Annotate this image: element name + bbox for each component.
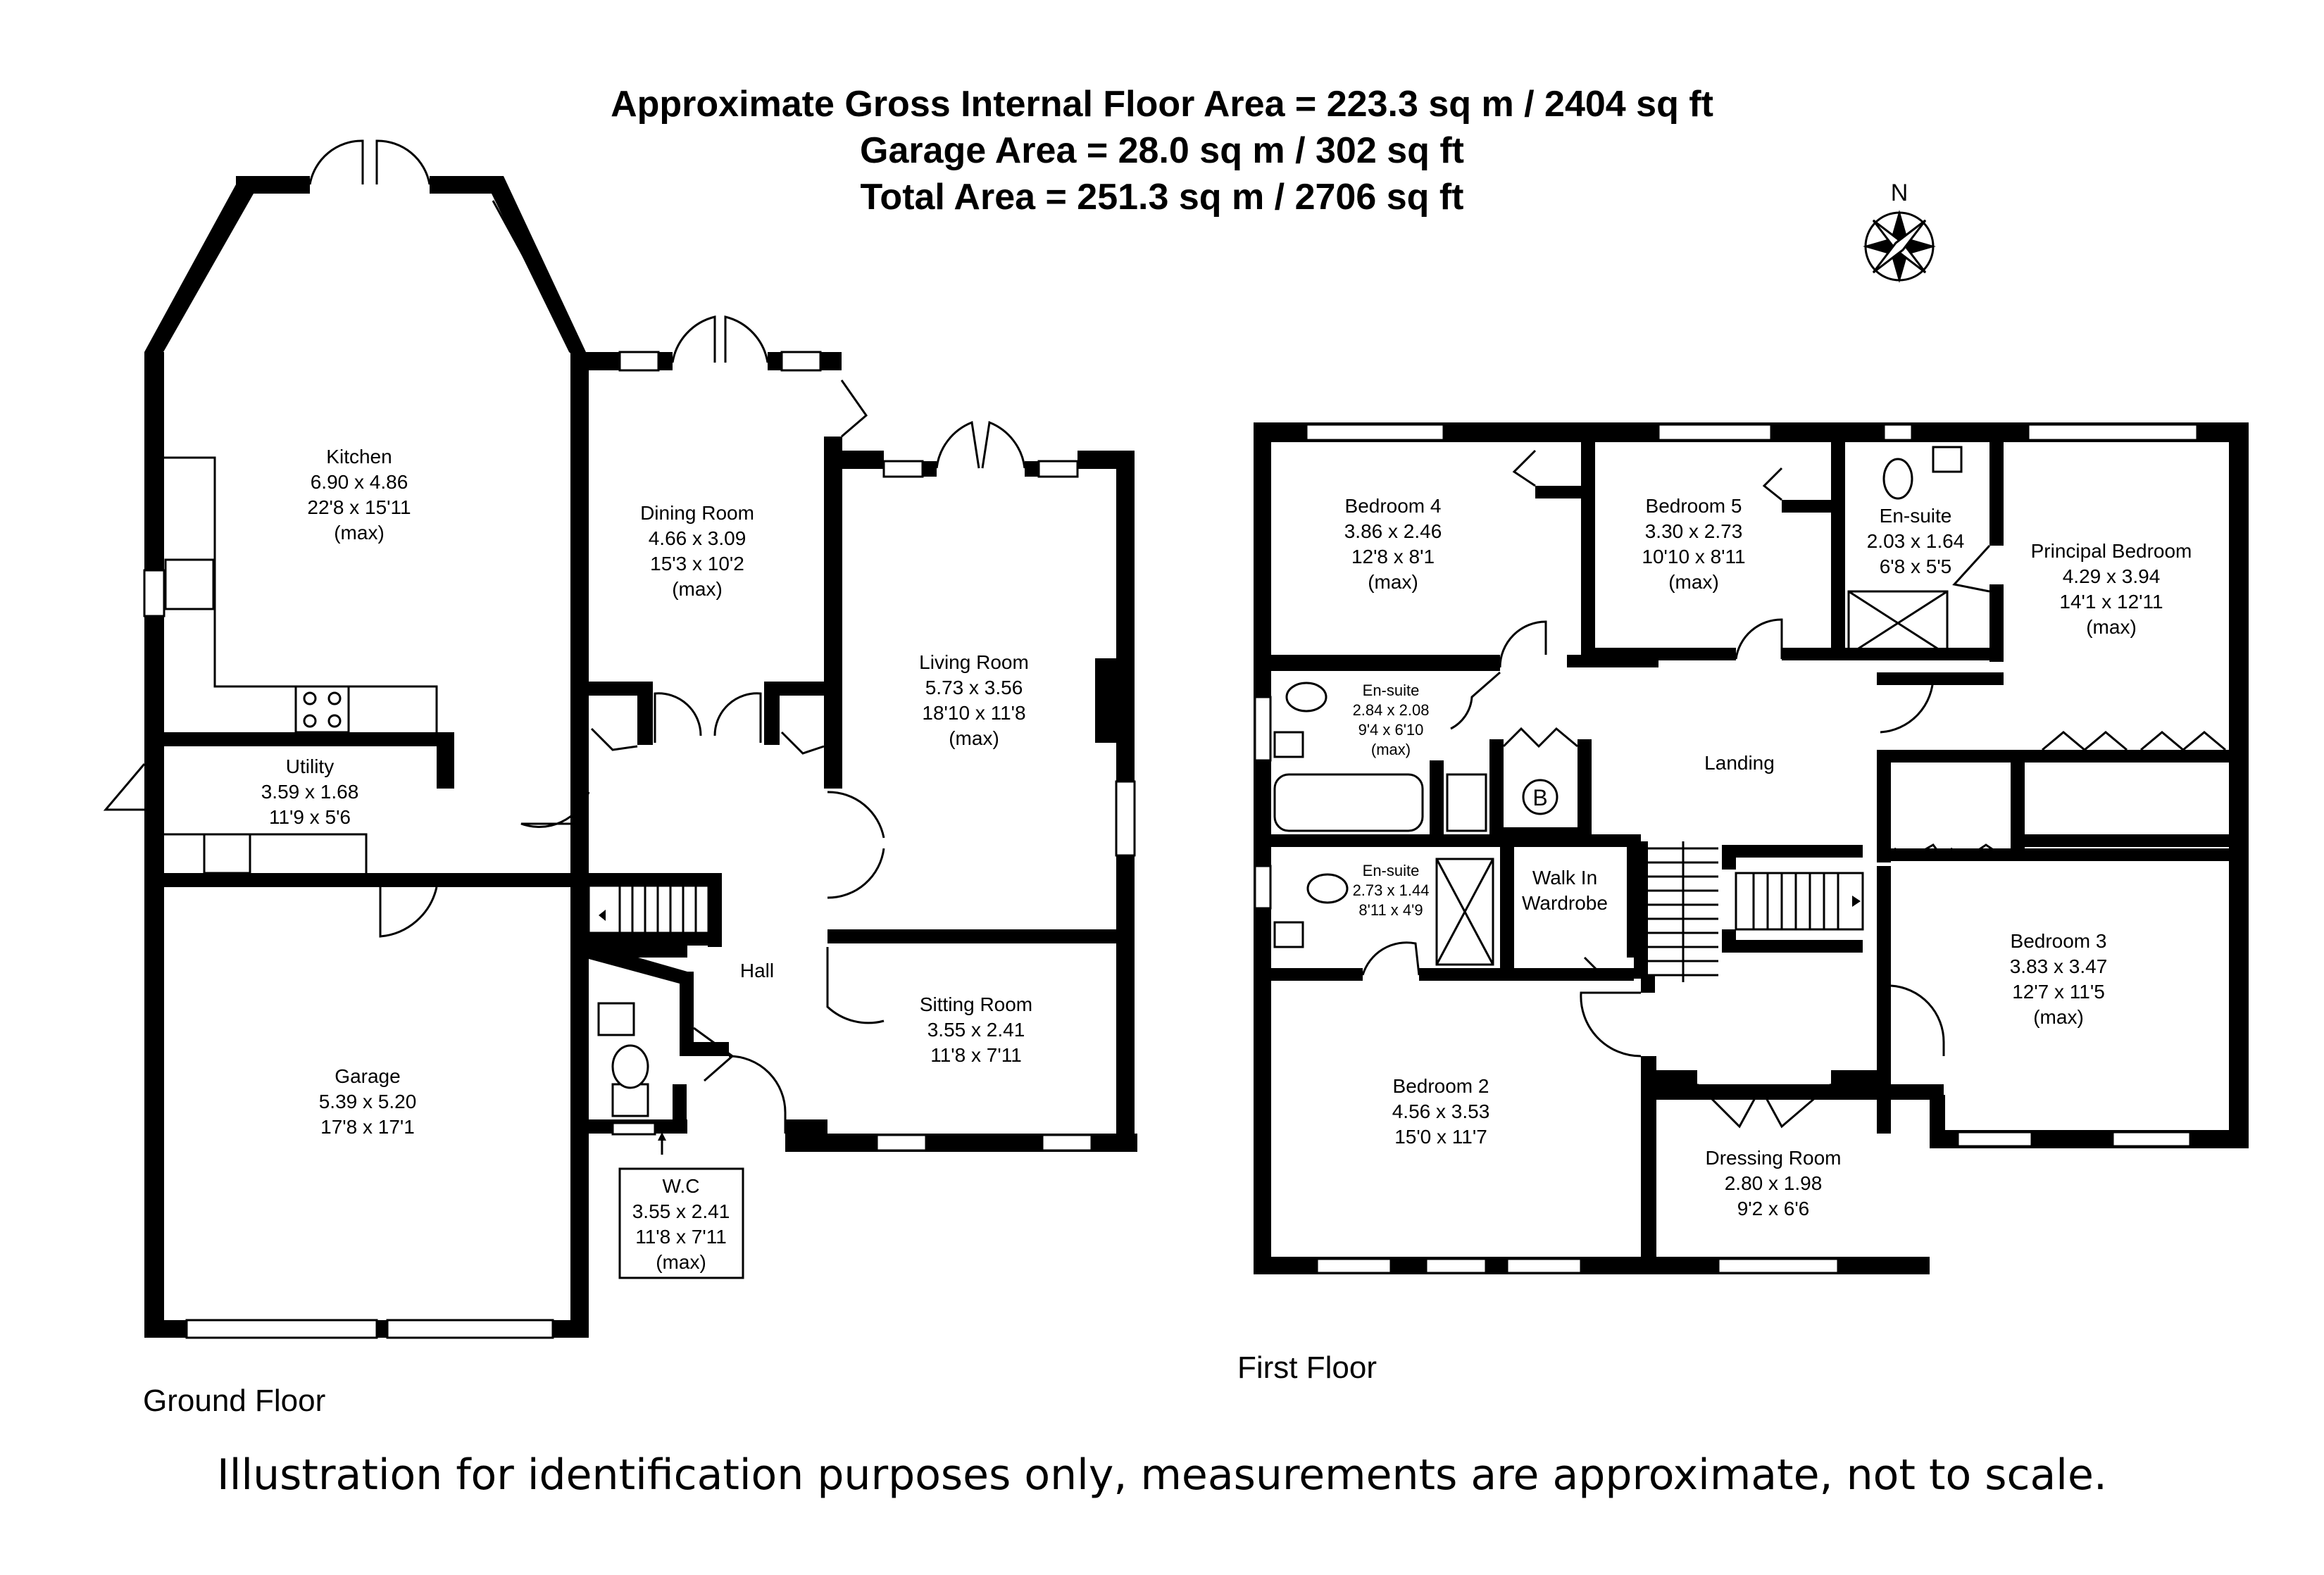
principal-ensuite-toilet-icon xyxy=(1884,459,1912,498)
svg-text:(max): (max) xyxy=(949,727,999,749)
svg-text:3.83 x 3.47: 3.83 x 3.47 xyxy=(2009,955,2108,977)
wc-toilet-icon xyxy=(613,1084,648,1116)
svg-text:15'0 x 11'7: 15'0 x 11'7 xyxy=(1394,1126,1487,1148)
ground-floor-label: Ground Floor xyxy=(143,1383,326,1418)
svg-text:15'3 x 10'2: 15'3 x 10'2 xyxy=(650,553,744,575)
ensuite-b-toilet-icon xyxy=(1308,874,1347,903)
svg-text:(max): (max) xyxy=(1668,571,1719,593)
room-bedroom-2 xyxy=(1392,1075,1490,1148)
kitchen-bay-window-right xyxy=(493,201,574,349)
svg-text:6'8 x 5'5: 6'8 x 5'5 xyxy=(1879,556,1952,577)
ensuite-b-basin-icon xyxy=(1275,922,1303,947)
svg-text:W.C: W.C xyxy=(662,1175,700,1197)
ensuite-a-bath-icon xyxy=(1275,774,1423,831)
boiler-label: B xyxy=(1532,785,1548,810)
svg-text:Walk In: Walk In xyxy=(1532,867,1598,889)
kitchen-sink-icon xyxy=(165,560,213,609)
svg-text:9'2 x 6'6: 9'2 x 6'6 xyxy=(1737,1198,1810,1219)
room-ensuite-b xyxy=(1353,862,1430,919)
room-bedroom-5 xyxy=(1642,495,1745,593)
svg-text:Wardrobe: Wardrobe xyxy=(1522,892,1608,914)
room-principal-bedroom xyxy=(2031,540,2192,638)
svg-text:11'8 x 7'11: 11'8 x 7'11 xyxy=(635,1226,727,1248)
svg-text:En-suite: En-suite xyxy=(1362,862,1420,879)
svg-text:(max): (max) xyxy=(656,1251,706,1273)
room-bedroom-4 xyxy=(1344,495,1442,593)
svg-text:18'10 x 11'8: 18'10 x 11'8 xyxy=(922,702,1026,724)
svg-text:3.55 x 2.41: 3.55 x 2.41 xyxy=(927,1019,1025,1041)
svg-text:Sitting Room: Sitting Room xyxy=(919,993,1033,1015)
svg-text:2.03 x 1.64: 2.03 x 1.64 xyxy=(1866,530,1965,552)
svg-text:Living Room: Living Room xyxy=(919,651,1029,673)
kitchen-french-door-left xyxy=(310,141,363,184)
compass-icon xyxy=(1863,180,1936,283)
svg-text:(max): (max) xyxy=(334,522,385,544)
disclaimer-text: Illustration for identification purposes only, measurements are approximate, not to scale. xyxy=(217,1450,2107,1500)
svg-text:Bedroom 4: Bedroom 4 xyxy=(1344,495,1442,517)
svg-text:6.90 x 4.86: 6.90 x 4.86 xyxy=(310,471,408,493)
svg-text:12'8 x 8'1: 12'8 x 8'1 xyxy=(1351,546,1435,567)
svg-text:Bedroom 5: Bedroom 5 xyxy=(1645,495,1742,517)
room-sitting xyxy=(920,993,1032,1066)
svg-text:(max): (max) xyxy=(672,578,723,600)
svg-text:3.55 x 2.41: 3.55 x 2.41 xyxy=(632,1200,730,1222)
svg-text:(max): (max) xyxy=(1368,571,1418,593)
utility-sink-icon xyxy=(204,834,250,873)
svg-text:(max): (max) xyxy=(2086,616,2137,638)
header-area-line-1: Approximate Gross Internal Floor Area = 223.3 sq m / 2404 sq ft xyxy=(611,84,1713,125)
compass-north-label: N xyxy=(1890,180,1908,206)
svg-text:5.73 x 3.56: 5.73 x 3.56 xyxy=(925,677,1023,698)
svg-text:3.59 x 1.68: 3.59 x 1.68 xyxy=(261,781,359,803)
svg-text:14'1 x 12'11: 14'1 x 12'11 xyxy=(2059,591,2163,613)
svg-text:2.80 x 1.98: 2.80 x 1.98 xyxy=(1724,1172,1823,1194)
wc-basin-icon xyxy=(599,1003,634,1035)
svg-text:4.29 x 3.94: 4.29 x 3.94 xyxy=(2062,565,2161,587)
hob-icon xyxy=(296,686,349,732)
room-kitchen xyxy=(307,446,411,544)
kitchen-bay-window-left xyxy=(161,201,245,349)
ensuite-a-toilet-icon xyxy=(1287,683,1326,711)
svg-text:9'4 x 6'10: 9'4 x 6'10 xyxy=(1358,721,1424,739)
svg-text:Principal Bedroom: Principal Bedroom xyxy=(2030,540,2192,562)
svg-text:Kitchen: Kitchen xyxy=(326,446,392,468)
svg-text:Dressing Room: Dressing Room xyxy=(1705,1147,1842,1169)
svg-text:2.73 x 1.44: 2.73 x 1.44 xyxy=(1352,881,1430,899)
room-dressing xyxy=(1706,1147,1842,1219)
svg-text:Hall: Hall xyxy=(739,960,775,981)
svg-text:(max): (max) xyxy=(1370,741,1411,758)
svg-text:Utility: Utility xyxy=(285,755,335,777)
header-area-line-2: Garage Area = 28.0 sq m / 302 sq ft xyxy=(860,130,1464,171)
svg-text:4.66 x 3.09: 4.66 x 3.09 xyxy=(648,527,746,549)
svg-text:Bedroom 2: Bedroom 2 xyxy=(1392,1075,1489,1097)
svg-text:Landing: Landing xyxy=(1704,752,1775,774)
room-hall xyxy=(740,960,774,981)
svg-text:4.56 x 3.53: 4.56 x 3.53 xyxy=(1392,1100,1490,1122)
room-living xyxy=(919,651,1029,749)
svg-text:17'8 x 17'1: 17'8 x 17'1 xyxy=(320,1116,415,1138)
room-ensuite-a xyxy=(1353,682,1430,758)
svg-text:11'9 x 5'6: 11'9 x 5'6 xyxy=(268,806,351,828)
svg-text:10'10 x 8'11: 10'10 x 8'11 xyxy=(1642,546,1746,567)
svg-text:Garage: Garage xyxy=(335,1065,401,1087)
svg-text:En-suite: En-suite xyxy=(1362,682,1420,699)
svg-text:5.39 x 5.20: 5.39 x 5.20 xyxy=(318,1091,417,1112)
room-dining xyxy=(640,502,754,600)
svg-text:3.30 x 2.73: 3.30 x 2.73 xyxy=(1644,520,1743,542)
svg-text:11'8 x 7'11: 11'8 x 7'11 xyxy=(930,1044,1022,1066)
room-garage xyxy=(319,1065,417,1138)
svg-text:Bedroom 3: Bedroom 3 xyxy=(2010,930,2107,952)
room-landing xyxy=(1704,752,1775,774)
utility-external-door xyxy=(106,764,144,810)
room-ensuite-principal xyxy=(1867,505,1965,577)
header-area-line-3: Total Area = 251.3 sq m / 2706 sq ft xyxy=(860,177,1464,218)
svg-text:Dining Room: Dining Room xyxy=(640,502,754,524)
svg-text:22'8 x 15'11: 22'8 x 15'11 xyxy=(307,496,411,518)
room-bedroom-3 xyxy=(2010,930,2108,1028)
ensuite-a-basin-icon xyxy=(1275,732,1303,757)
svg-text:12'7 x 11'5: 12'7 x 11'5 xyxy=(2012,981,2105,1003)
svg-text:8'11 x 4'9: 8'11 x 4'9 xyxy=(1358,901,1423,919)
svg-text:2.84 x 2.08: 2.84 x 2.08 xyxy=(1352,701,1430,719)
room-walk-in-wardrobe xyxy=(1522,867,1608,914)
svg-text:En-suite: En-suite xyxy=(1879,505,1952,527)
svg-text:3.86 x 2.46: 3.86 x 2.46 xyxy=(1344,520,1442,542)
svg-text:(max): (max) xyxy=(2033,1006,2084,1028)
room-utility xyxy=(261,755,359,828)
principal-ensuite-basin-icon xyxy=(1933,447,1961,472)
first-floor-label: First Floor xyxy=(1237,1350,1377,1385)
ensuite-a-shower-icon xyxy=(1447,774,1486,831)
kitchen-french-door-right xyxy=(377,141,430,184)
